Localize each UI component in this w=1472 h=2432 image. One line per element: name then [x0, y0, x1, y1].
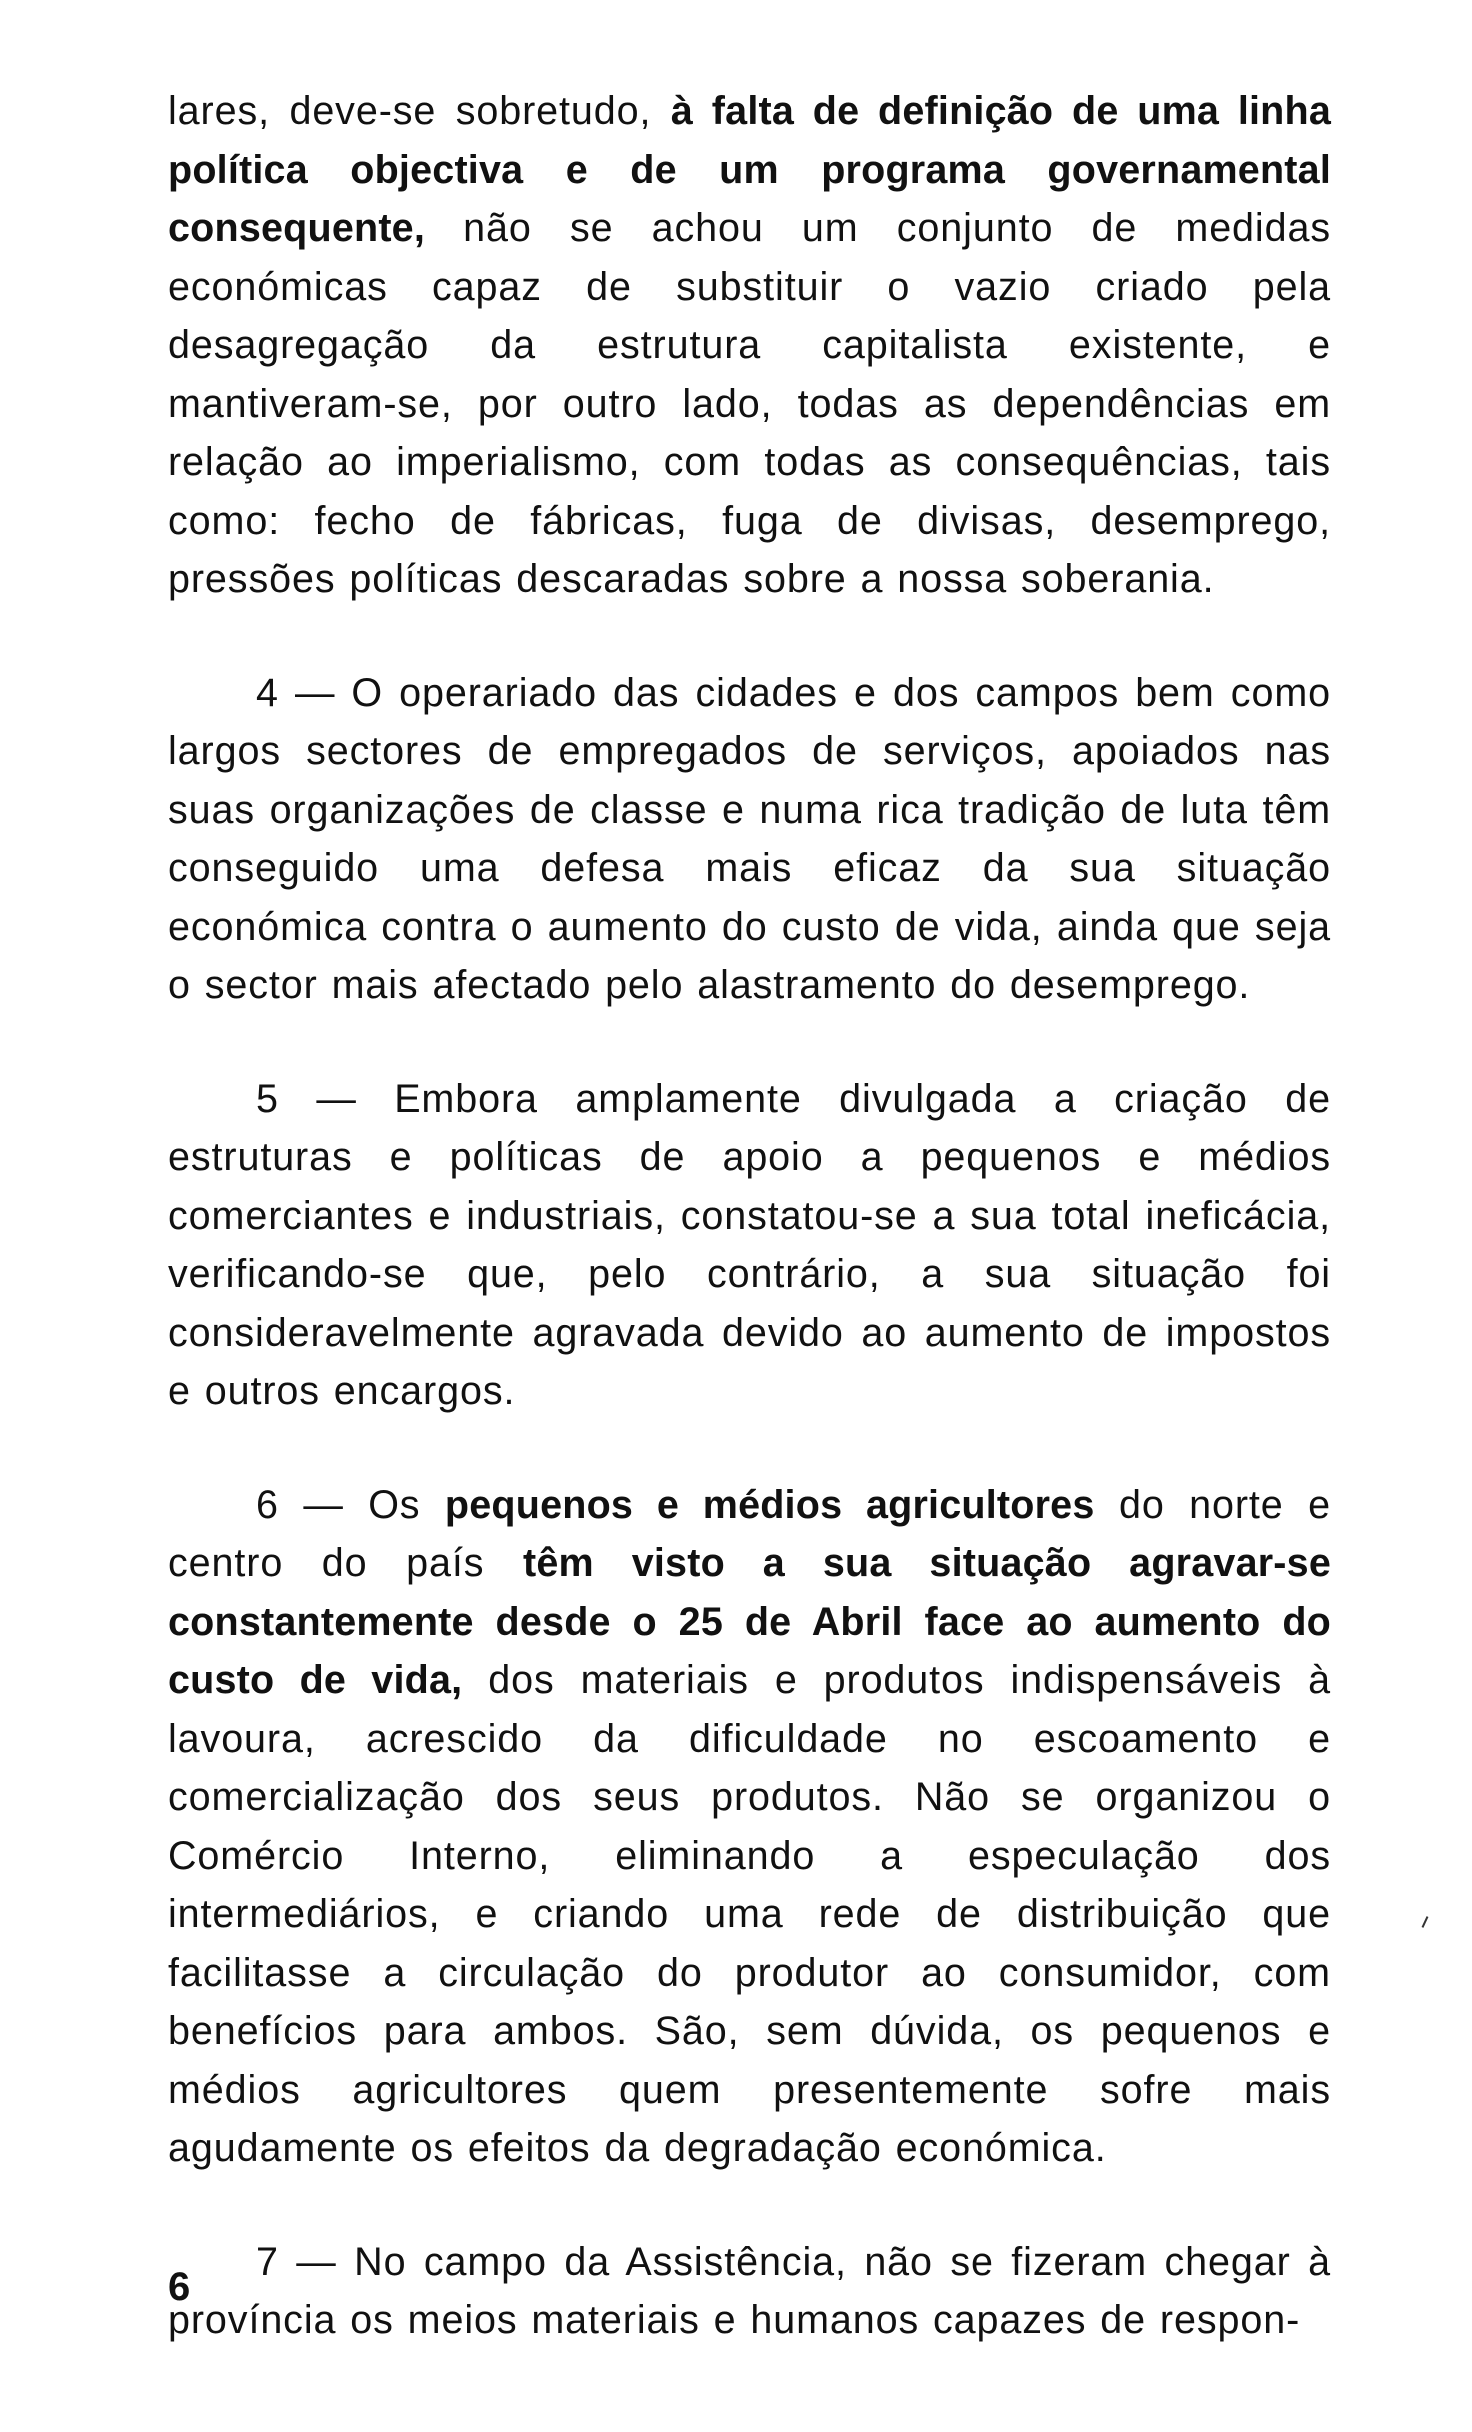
text-segment: não se achou um conjunto de medidas económicas capaz de substituir o vazio criado pela desagregação da estrutura capitalista existente, e mantiveram-se, por outro lado, todas as dependências em relação ao imperialismo, com todas as consequências, tais como: fecho de fábricas, fuga de divisas, desemprego, pressões políticas descaradas sobre a nossa soberania. [168, 206, 1331, 601]
text-segment: lares, deve-se sobretudo, [168, 89, 671, 133]
text-segment: dos materiais e produtos indispensáveis à lavoura, acrescido da dificuldade no escoamento e comercialização dos seus produtos. Não se organizou o Comércio Interno, eliminando a especulação dos intermediários, e criando uma rede de distribuição que facilitasse a circulação do produtor ao consumidor, com benefícios para ambos. São, sem dúvida, os pequenos e médios agricultores quem presentemente sofre mais agudamente os efeitos da degradação económica. [168, 1658, 1331, 2170]
bold-text-segment: têm visto a sua situação agravar-se constantemente desde o 25 de Abril face ao aumento do custo de vida, [168, 1541, 1331, 1702]
bold-text-segment: à falta de definição de uma linha política objectiva e de um programa governamental consequente, [168, 89, 1332, 250]
text-segment: do norte e centro do país [168, 1482, 1331, 1585]
paragraph-number: 6 — [256, 1482, 369, 1527]
text-segment: O operariado das cidades e dos campos bem como largos sectores de empregados de serviços, apoiados nas suas organizações de classe e numa rica tradição de luta têm conseguido uma defesa mais eficaz da sua situação económica contra o aumento do custo de vida, ainda que seja o sector mais afectado pelo alastramento do desemprego. [168, 670, 1331, 1007]
text-segment: Embora amplamente divulgada a criação de estruturas e políticas de apoio a pequenos e médios comerciantes e industriais, constatou-se a sua total ineficácia, verificando-se que, pelo contrário, a sua situação foi consideravelmente agravada devido ao aumento de impostos e outros encargos. [168, 1076, 1331, 1413]
print-mark [1422, 1916, 1429, 1928]
bold-text-segment: pequenos e médios agricultores [444, 1482, 1095, 1527]
paragraph-number: 4 — [256, 670, 352, 715]
page-number: 6 [168, 2265, 191, 2309]
paragraph-number: 5 — [256, 1076, 395, 1121]
paragraph-6 [168, 1476, 1331, 2178]
text-segment: Os [368, 1482, 445, 1527]
paragraph-4 [168, 664, 1331, 1015]
text-segment: No campo da Assistência, não se fizeram chegar à província os meios materiais e humanos capazes de respon- [168, 2239, 1331, 2342]
paragraph-7 [168, 2233, 1331, 2350]
paragraph-number: 7 — [256, 2239, 355, 2284]
page-body [168, 82, 1331, 2350]
paragraph-3-continuation [168, 82, 1331, 609]
paragraph-5 [168, 1070, 1331, 1421]
